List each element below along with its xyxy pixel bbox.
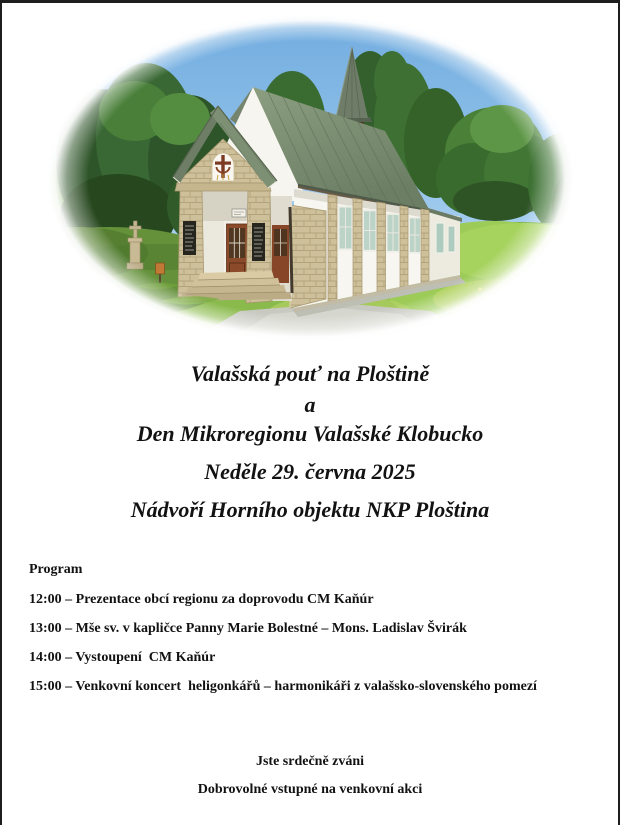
title-line-5: Nádvoří Horního objektu NKP Ploština (130, 497, 490, 522)
program-entry: 15:00 – Venkovní koncert heligonkářů – harmonikáři z valašsko-slovenského pomezí (29, 679, 537, 694)
footer-block (2, 752, 618, 808)
title-line-2: a (304, 392, 316, 417)
program-entry: 14:00 – Vystoupení CM Kaňúr (29, 650, 216, 665)
title-line-1: Valašská pouť na Ploštině (190, 361, 430, 386)
program-entry: 12:00 – Prezentace obcí regionu za doprovodu CM Kaňúr (29, 592, 374, 607)
program-entry: 13:00 – Mše sv. v kapličce Panny Marie Bolestné – Mons. Ladislav Švirák (29, 621, 467, 636)
chapel-oval-photo (40, 11, 580, 346)
footer-line-1: Jste srdečně zváni (255, 754, 365, 769)
footer-line-2: Dobrovolné vstupné na venkovní akci (197, 782, 423, 797)
program-heading: Program (29, 562, 83, 577)
program-section (29, 560, 604, 706)
title-line-3: Den Mikroregionu Valašské Klobucko (136, 421, 484, 446)
title-block (2, 361, 618, 523)
title-line-4: Neděle 29. června 2025 (204, 459, 416, 484)
oval-vignette (40, 11, 580, 346)
